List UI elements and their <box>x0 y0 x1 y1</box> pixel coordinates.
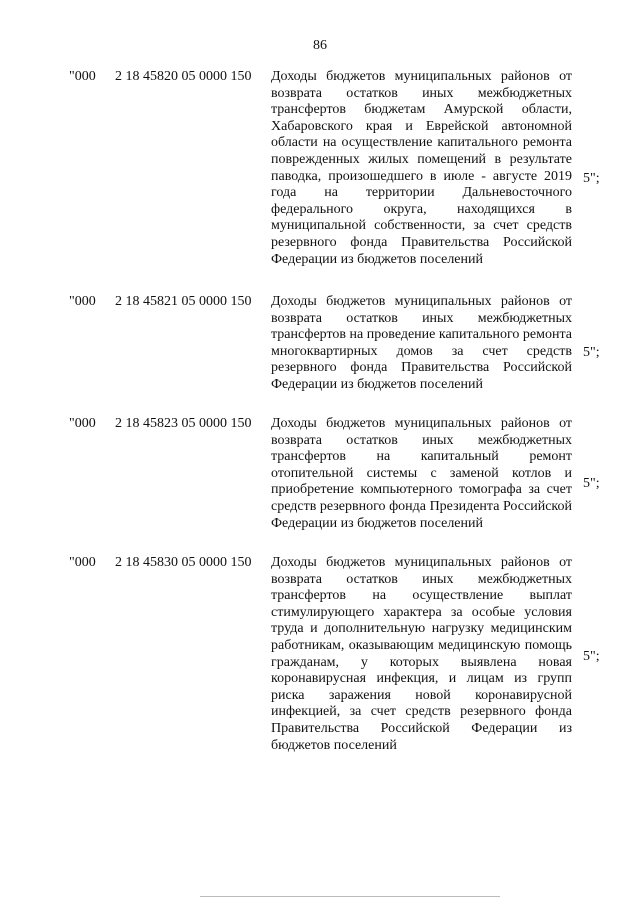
row-suffix: 5"; <box>583 171 600 186</box>
row-suffix: 5"; <box>583 476 600 491</box>
row-description: Доходы бюджетов муниципальных районов от возврата остатков иных межбюджетных трансфертов на проведение капитального ремонта многоквартирных домов за счет средств резервного фонда Правительства Российской Федерации из бюджетов поселений <box>271 294 572 392</box>
row-description: Доходы бюджетов муниципальных районов от возврата остатков иных межбюджетных трансфертов бюджетам Амурской области, Хабаровского края и Еврейской автономной области на осуществление капитального ремонта поврежденных жилых помещений в результате паводка, произошедшего в июле - августе 2019 года на территории Дальневосточного федерального округа, находящихся в муниципальной собственности, за счет средств резервного фонда Правительства Российской Федерации из бюджетов поселений <box>271 69 572 267</box>
row-description: Доходы бюджетов муниципальных районов от возврата остатков иных межбюджетных трансфертов на осуществление выплат стимулирующего характера за особые условия труда и дополнительную нагрузку медицинским работникам, оказывающим медицинскую помощь гражданам, у которых выявлена новая коронавирусная инфекция, и лицам из групп риска заражения новой коронавирусной инфекцией, за счет средств резервного фонда Правительства Российской Федерации из бюджетов поселений <box>271 555 572 753</box>
budget-code: 2 18 45821 05 0000 150 <box>115 294 252 309</box>
page-number: 86 <box>313 38 327 53</box>
budget-code: 2 18 45823 05 0000 150 <box>115 416 252 431</box>
row-prefix: "000 <box>69 294 96 309</box>
row-prefix: "000 <box>69 555 96 570</box>
page-bottom-rule <box>200 896 500 897</box>
budget-code: 2 18 45830 05 0000 150 <box>115 555 252 570</box>
row-suffix: 5"; <box>583 345 600 360</box>
row-suffix: 5"; <box>583 649 600 664</box>
row-prefix: "000 <box>69 416 96 431</box>
row-prefix: "000 <box>69 69 96 84</box>
row-description: Доходы бюджетов муниципальных районов от возврата остатков иных межбюджетных трансфертов на капитальный ремонт отопительной системы с заменой котлов и приобретение компьютерного томографа за счет средств резервного фонда Президента Российской Федерации из бюджетов поселений <box>271 416 572 531</box>
budget-code: 2 18 45820 05 0000 150 <box>115 69 252 84</box>
